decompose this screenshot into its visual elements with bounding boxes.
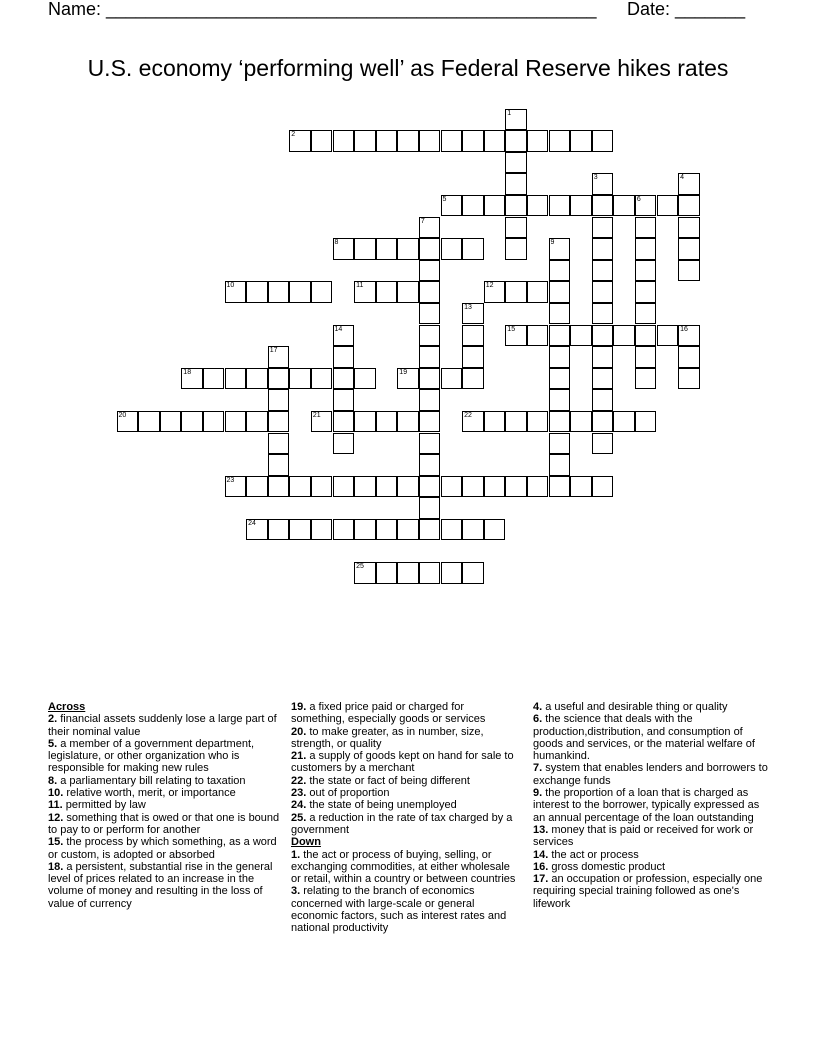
clue-text: an occupation or profession, especially one requiring special training followed as one's lifework: [533, 873, 763, 910]
clue-number: 13.: [533, 823, 549, 836]
grid-cell[interactable]: [441, 368, 463, 390]
clue-item: [291, 701, 517, 726]
grid-cell[interactable]: [592, 368, 614, 390]
clue-number: 22.: [291, 774, 307, 787]
grid-cell[interactable]: [678, 173, 700, 195]
grid-cell[interactable]: [333, 238, 355, 260]
clue-number: 24.: [291, 799, 307, 812]
grid-cell[interactable]: [419, 562, 441, 584]
grid-cell[interactable]: [268, 346, 290, 368]
across-heading: Across: [48, 701, 86, 713]
grid-cell[interactable]: [592, 260, 614, 282]
grid-cell[interactable]: [635, 346, 657, 368]
clue-number: 20.: [291, 725, 307, 738]
grid-cell[interactable]: [505, 130, 527, 152]
grid-cell[interactable]: [419, 411, 441, 433]
clue-item: [533, 861, 769, 873]
grid-cell[interactable]: [462, 130, 484, 152]
clue-text: the process by which something, as a word or custom, is adopted or absorbed: [48, 836, 277, 861]
grid-cell[interactable]: [246, 519, 268, 541]
grid-cell[interactable]: [311, 130, 333, 152]
grid-cell[interactable]: [549, 368, 571, 390]
grid-cell[interactable]: [311, 368, 333, 390]
grid-cell[interactable]: [635, 195, 657, 217]
grid-cell[interactable]: [549, 411, 571, 433]
grid-cell[interactable]: [462, 368, 484, 390]
clue-item: [48, 861, 284, 910]
grid-cell[interactable]: [592, 130, 614, 152]
down-clue-list: [291, 849, 517, 935]
grid-cell[interactable]: [268, 281, 290, 303]
grid-cell[interactable]: [592, 195, 614, 217]
grid-cell[interactable]: [549, 346, 571, 368]
grid-cell[interactable]: [484, 130, 506, 152]
clue-item: [48, 775, 284, 787]
clues-column-2: [291, 701, 517, 935]
grid-cell[interactable]: [462, 238, 484, 260]
grid-cell[interactable]: [635, 411, 657, 433]
grid-cell[interactable]: [268, 411, 290, 433]
grid-cell[interactable]: [505, 281, 527, 303]
clue-text: gross domestic product: [548, 860, 666, 873]
grid-cell[interactable]: [311, 281, 333, 303]
grid-cell[interactable]: [419, 454, 441, 476]
clue-number: 18.: [48, 860, 64, 873]
grid-cell[interactable]: [333, 519, 355, 541]
grid-cell[interactable]: [397, 411, 419, 433]
clue-number: 19.: [291, 701, 307, 713]
clue-item: [48, 836, 284, 861]
grid-cell[interactable]: [419, 238, 441, 260]
grid-cell[interactable]: [354, 562, 376, 584]
clue-text: a fixed price paid or charged for something, especially goods or services: [291, 701, 486, 726]
grid-cell[interactable]: [333, 476, 355, 498]
clue-number: 16.: [533, 860, 549, 873]
clue-text: a supply of goods kept on hand for sale to customers by a merchant: [291, 750, 514, 775]
clue-number-2: 2: [291, 131, 296, 139]
grid-cell[interactable]: [397, 281, 419, 303]
grid-cell[interactable]: [289, 368, 311, 390]
clue-text: the state or fact of being different: [306, 774, 470, 787]
clue-item: [48, 799, 284, 811]
grid-cell[interactable]: [289, 281, 311, 303]
clue-number: 11.: [48, 799, 63, 812]
clue-number-12: 12: [485, 282, 494, 290]
grid-cell[interactable]: [333, 368, 355, 390]
grid-cell[interactable]: [505, 476, 527, 498]
grid-cell[interactable]: [505, 325, 527, 347]
grid-cell[interactable]: [505, 238, 527, 260]
grid-cell[interactable]: [311, 519, 333, 541]
clue-number-21: 21: [312, 411, 321, 419]
clue-text: a persistent, substantial rise in the general level of prices related to an increase in the volume of money and resulting in the loss of value of currency: [48, 860, 273, 910]
grid-cell[interactable]: [549, 433, 571, 455]
clue-item: [291, 726, 517, 751]
grid-cell[interactable]: [289, 476, 311, 498]
clue-item: [291, 885, 517, 934]
across-clue-list-continued: [291, 701, 517, 836]
clue-text: out of proportion: [306, 787, 390, 800]
grid-cell[interactable]: [419, 303, 441, 325]
grid-cell[interactable]: [462, 519, 484, 541]
grid-cell[interactable]: [635, 217, 657, 239]
grid-cell[interactable]: [333, 411, 355, 433]
grid-cell[interactable]: [592, 325, 614, 347]
clue-text: a parliamentary bill relating to taxation: [57, 774, 246, 787]
grid-cell[interactable]: [441, 130, 463, 152]
grid-cell[interactable]: [419, 346, 441, 368]
clue-item: [533, 713, 769, 762]
clue-item: [533, 824, 769, 849]
grid-cell[interactable]: [462, 346, 484, 368]
grid-cell[interactable]: [592, 433, 614, 455]
clue-item: [291, 775, 517, 787]
grid-cell[interactable]: [419, 476, 441, 498]
grid-cell[interactable]: [138, 411, 160, 433]
grid-cell[interactable]: [354, 411, 376, 433]
grid-cell[interactable]: [527, 281, 549, 303]
grid-cell[interactable]: [549, 238, 571, 260]
grid-cell[interactable]: [419, 130, 441, 152]
grid-cell[interactable]: [592, 346, 614, 368]
grid-cell[interactable]: [354, 519, 376, 541]
grid-cell[interactable]: [225, 368, 247, 390]
clue-number: 4.: [533, 701, 543, 713]
grid-cell[interactable]: [549, 303, 571, 325]
clue-item: [48, 812, 284, 837]
clue-number-17: 17: [269, 347, 278, 355]
clue-number-19: 19: [399, 368, 408, 376]
clue-item: [291, 750, 517, 775]
grid-cell[interactable]: [462, 411, 484, 433]
grid-cell[interactable]: [570, 476, 592, 498]
grid-cell[interactable]: [354, 368, 376, 390]
grid-cell[interactable]: [505, 195, 527, 217]
grid-cell[interactable]: [376, 281, 398, 303]
grid-cell[interactable]: [376, 476, 398, 498]
grid-cell[interactable]: [527, 476, 549, 498]
grid-cell[interactable]: [527, 411, 549, 433]
clue-number-1: 1: [507, 109, 512, 117]
clue-number-11: 11: [356, 282, 364, 290]
grid-cell[interactable]: [203, 368, 225, 390]
grid-cell[interactable]: [181, 368, 203, 390]
clue-number: 10.: [48, 787, 64, 800]
clue-text: permitted by law: [62, 799, 146, 812]
grid-cell[interactable]: [613, 195, 635, 217]
clue-text: something that is owed or that one is bound to pay to or perform for another: [48, 811, 280, 836]
grid-cell[interactable]: [462, 195, 484, 217]
clue-number: 14.: [533, 848, 549, 861]
down-heading: Down: [291, 836, 321, 849]
clue-item: [48, 738, 284, 775]
clue-text: relating to the branch of economics concerned with large-scale or general economic factors, such as interest rates and national productivity: [291, 885, 507, 935]
clue-item: [533, 762, 769, 787]
grid-cell[interactable]: [289, 519, 311, 541]
grid-cell[interactable]: [419, 368, 441, 390]
grid-cell[interactable]: [570, 130, 592, 152]
clue-number: 9.: [533, 787, 543, 800]
grid-cell[interactable]: [333, 433, 355, 455]
grid-cell[interactable]: [441, 238, 463, 260]
clue-number-22: 22: [464, 411, 472, 419]
clue-item: [533, 787, 769, 824]
grid-cell[interactable]: [181, 411, 203, 433]
clue-text: to make greater, as in number, size, strength, or quality: [291, 725, 484, 750]
grid-cell[interactable]: [419, 281, 441, 303]
grid-cell[interactable]: [376, 411, 398, 433]
grid-cell[interactable]: [397, 476, 419, 498]
grid-cell[interactable]: [657, 195, 679, 217]
grid-cell[interactable]: [678, 325, 700, 347]
grid-cell[interactable]: [549, 325, 571, 347]
clue-number: 2.: [48, 713, 58, 726]
clue-text: the act or process: [548, 848, 639, 861]
clue-text: the science that deals with the production,distribution, and consumption of goods and services, or the material welfare of humankind.: [533, 713, 755, 763]
clue-text: a useful and desirable thing or quality: [542, 701, 728, 713]
clue-item: [48, 713, 284, 738]
grid-cell[interactable]: [527, 325, 549, 347]
grid-cell[interactable]: [527, 195, 549, 217]
grid-cell[interactable]: [549, 454, 571, 476]
grid-cell[interactable]: [484, 519, 506, 541]
clue-number: 21.: [291, 750, 307, 763]
clue-number-10: 10: [226, 282, 235, 290]
clues-column-3: [533, 701, 769, 910]
grid-cell[interactable]: [117, 411, 139, 433]
clue-text: the state of being unemployed: [306, 799, 457, 812]
grid-cell[interactable]: [484, 411, 506, 433]
grid-cell[interactable]: [333, 389, 355, 411]
clue-number-13: 13: [464, 303, 472, 311]
clue-text: a member of a government department, legislature, or other organization who is responsible for making new rules: [48, 737, 255, 775]
grid-cell[interactable]: [441, 195, 463, 217]
clue-number-7: 7: [420, 217, 425, 225]
grid-cell[interactable]: [333, 130, 355, 152]
down-clue-list-continued: [533, 701, 769, 910]
grid-cell[interactable]: [419, 260, 441, 282]
clue-text: a reduction in the rate of tax charged by a government: [291, 811, 513, 836]
grid-cell[interactable]: [268, 476, 290, 498]
grid-cell[interactable]: [462, 562, 484, 584]
grid-cell[interactable]: [354, 476, 376, 498]
grid-cell[interactable]: [570, 195, 592, 217]
clue-number-5: 5: [442, 195, 447, 203]
grid-cell[interactable]: [635, 325, 657, 347]
grid-cell[interactable]: [505, 411, 527, 433]
grid-cell[interactable]: [397, 519, 419, 541]
grid-cell[interactable]: [635, 281, 657, 303]
name-field[interactable]: Name: _________________________________________________: [48, 0, 597, 19]
clue-number: 6.: [533, 713, 543, 726]
clue-text: system that enables lenders and borrowers to exchange funds: [533, 762, 768, 787]
grid-cell[interactable]: [397, 238, 419, 260]
clue-text: financial assets suddenly lose a large part of their nominal value: [48, 713, 277, 738]
grid-cell[interactable]: [549, 281, 571, 303]
clue-number: 3.: [291, 885, 301, 898]
clue-item: [291, 799, 517, 811]
clue-number: 8.: [48, 774, 58, 787]
grid-cell[interactable]: [311, 411, 333, 433]
clue-number: 7.: [533, 762, 543, 775]
grid-cell[interactable]: [549, 195, 571, 217]
grid-cell[interactable]: [592, 476, 614, 498]
grid-cell[interactable]: [419, 217, 441, 239]
grid-cell[interactable]: [333, 346, 355, 368]
grid-cell[interactable]: [505, 109, 527, 131]
grid-cell[interactable]: [397, 130, 419, 152]
grid-cell[interactable]: [419, 325, 441, 347]
clues-column-1: [48, 701, 284, 910]
grid-cell[interactable]: [397, 368, 419, 390]
grid-cell[interactable]: [376, 519, 398, 541]
grid-cell[interactable]: [376, 562, 398, 584]
grid-cell[interactable]: [397, 562, 419, 584]
clue-number-20: 20: [118, 411, 127, 419]
grid-cell[interactable]: [289, 130, 311, 152]
grid-cell[interactable]: [592, 238, 614, 260]
grid-cell[interactable]: [484, 195, 506, 217]
grid-cell[interactable]: [505, 152, 527, 174]
grid-cell[interactable]: [160, 411, 182, 433]
clue-number-25: 25: [356, 563, 364, 571]
grid-cell[interactable]: [592, 217, 614, 239]
grid-cell[interactable]: [268, 519, 290, 541]
grid-cell[interactable]: [419, 433, 441, 455]
grid-cell[interactable]: [570, 411, 592, 433]
grid-cell[interactable]: [527, 130, 549, 152]
grid-cell[interactable]: [462, 303, 484, 325]
grid-cell[interactable]: [635, 260, 657, 282]
grid-cell[interactable]: [246, 411, 268, 433]
grid-cell[interactable]: [376, 238, 398, 260]
grid-cell[interactable]: [613, 325, 635, 347]
clue-item: [533, 849, 769, 861]
clue-number: 5.: [48, 737, 58, 750]
grid-cell[interactable]: [441, 562, 463, 584]
clue-number: 17.: [533, 873, 549, 886]
clue-number-3: 3: [593, 174, 598, 182]
grid-cell[interactable]: [441, 519, 463, 541]
grid-cell[interactable]: [678, 260, 700, 282]
grid-cell[interactable]: [376, 130, 398, 152]
clue-number: 25.: [291, 811, 307, 824]
across-clue-list: [48, 713, 284, 910]
grid-cell[interactable]: [635, 238, 657, 260]
grid-cell[interactable]: [462, 476, 484, 498]
grid-cell[interactable]: [225, 411, 247, 433]
grid-cell[interactable]: [311, 476, 333, 498]
grid-cell[interactable]: [549, 130, 571, 152]
grid-cell[interactable]: [225, 281, 247, 303]
grid-cell[interactable]: [678, 217, 700, 239]
clue-number-8: 8: [334, 239, 339, 247]
grid-cell[interactable]: [613, 411, 635, 433]
clue-item: [291, 849, 517, 886]
clue-item: [291, 787, 517, 799]
page-title: U.S. economy ‘performing well’ as Federal Reserve hikes rates: [87, 55, 729, 81]
grid-cell[interactable]: [678, 238, 700, 260]
clue-number-16: 16: [680, 325, 688, 333]
grid-cell[interactable]: [203, 411, 225, 433]
clue-number-14: 14: [334, 325, 343, 333]
grid-cell[interactable]: [592, 303, 614, 325]
grid-cell[interactable]: [549, 389, 571, 411]
grid-cell[interactable]: [635, 303, 657, 325]
grid-cell[interactable]: [419, 497, 441, 519]
grid-cell[interactable]: [225, 476, 247, 498]
grid-cell[interactable]: [333, 325, 355, 347]
grid-cell[interactable]: [570, 325, 592, 347]
grid-cell[interactable]: [268, 389, 290, 411]
clue-number-23: 23: [226, 476, 235, 484]
clue-number: 1.: [291, 848, 301, 861]
clue-item: [533, 873, 769, 910]
clue-text: relative worth, merit, or importance: [63, 787, 236, 800]
grid-cell[interactable]: [657, 325, 679, 347]
grid-cell[interactable]: [592, 411, 614, 433]
clue-number: 15.: [48, 836, 64, 849]
clue-number: 23.: [291, 787, 307, 800]
grid-cell[interactable]: [354, 130, 376, 152]
clue-number-15: 15: [507, 325, 516, 333]
clue-item: [533, 701, 769, 713]
grid-cell[interactable]: [268, 454, 290, 476]
clue-number-24: 24: [248, 519, 256, 527]
grid-cell[interactable]: [419, 519, 441, 541]
grid-cell[interactable]: [419, 389, 441, 411]
grid-cell[interactable]: [549, 476, 571, 498]
date-field[interactable]: Date: _______: [627, 0, 746, 19]
grid-cell[interactable]: [678, 368, 700, 390]
grid-cell[interactable]: [549, 260, 571, 282]
grid-cell[interactable]: [462, 325, 484, 347]
clue-item: [291, 812, 517, 837]
clue-text: the act or process of buying, selling, or exchanging commodities, at either wholesale or retail, within a country or between countries: [291, 848, 516, 886]
clue-text: money that is paid or received for work or services: [533, 823, 754, 849]
grid-cell[interactable]: [246, 476, 268, 498]
clue-number-6: 6: [636, 195, 641, 203]
grid-cell[interactable]: [592, 173, 614, 195]
clue-item: [48, 787, 284, 799]
grid-cell[interactable]: [354, 238, 376, 260]
grid-cell[interactable]: [246, 368, 268, 390]
grid-cell[interactable]: [505, 173, 527, 195]
grid-cell[interactable]: [678, 195, 700, 217]
grid-cell[interactable]: [635, 368, 657, 390]
clue-number-18: 18: [183, 368, 192, 376]
grid-cell[interactable]: [484, 281, 506, 303]
clue-number: 12.: [48, 811, 64, 824]
clue-number-4: 4: [680, 174, 684, 182]
grid-cell[interactable]: [678, 346, 700, 368]
grid-cell[interactable]: [592, 389, 614, 411]
grid-cell[interactable]: [441, 476, 463, 498]
grid-cell[interactable]: [268, 433, 290, 455]
grid-cell[interactable]: [354, 281, 376, 303]
clue-number-9: 9: [550, 239, 555, 247]
grid-cell[interactable]: [246, 281, 268, 303]
clue-text: the proportion of a loan that is charged as interest to the borrower, typically expressed as an annual percentage of the loan outstanding: [533, 787, 760, 824]
grid-cell[interactable]: [505, 217, 527, 239]
grid-cell[interactable]: [268, 368, 290, 390]
grid-cell[interactable]: [484, 476, 506, 498]
grid-cell[interactable]: [592, 281, 614, 303]
